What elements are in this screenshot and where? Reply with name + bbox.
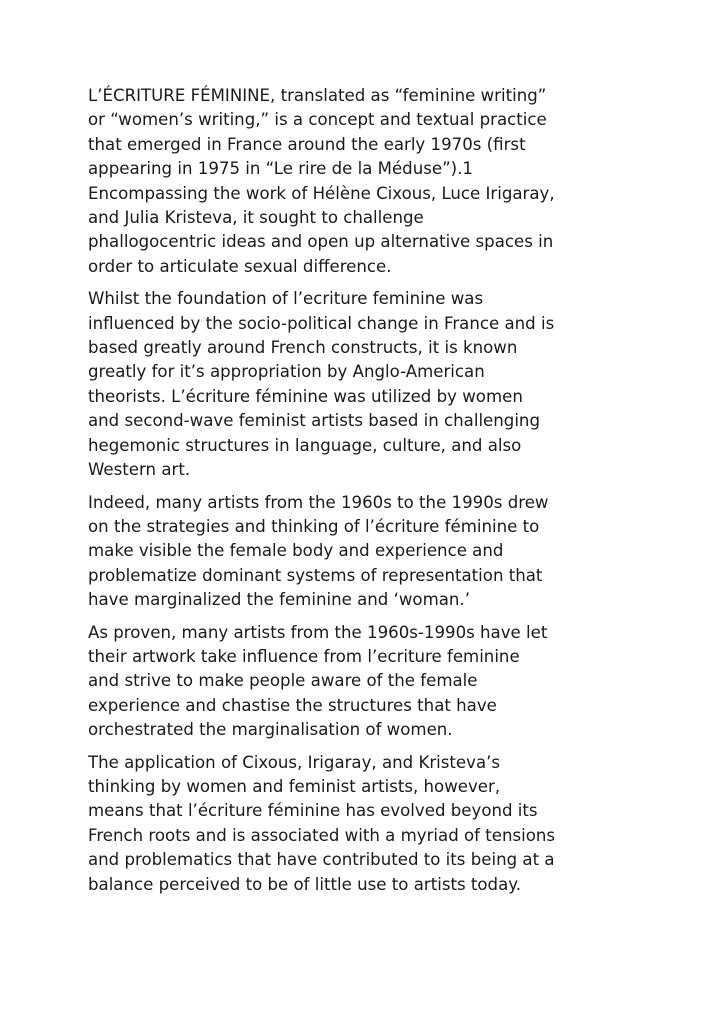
text-line: and second-wave feminist artists based in challenging — [88, 411, 540, 431]
text-line: theorists. L’écriture féminine was utilized by women — [88, 386, 523, 406]
text-line: and Julia Kristeva, it sought to challenge — [88, 208, 424, 228]
text-line: order to articulate sexual difference. — [88, 256, 392, 276]
text-line: based greatly around French constructs, it is known — [88, 338, 518, 358]
text-line: experience and chastise the structures that have — [88, 695, 497, 715]
text-line: make visible the female body and experience and — [88, 541, 504, 561]
text-line: balance perceived to be of little use to artists today. — [88, 874, 521, 894]
text-line: influenced by the socio-political change in France and is — [88, 313, 555, 333]
text-line: have marginalized the feminine and ‘woman.’ — [88, 590, 470, 610]
text-line: L’ÉCRITURE FÉMININE, translated as “feminine writing” — [88, 86, 547, 105]
text-line: appearing in 1975 in “Le rire de la Méduse”).1 — [88, 159, 473, 179]
text-line: their artwork take influence from l’ecriture feminine — [88, 646, 520, 666]
text-line: orchestrated the marginalisation of women. — [88, 720, 453, 740]
text-line: and problematics that have contributed to its being at a — [88, 850, 555, 870]
text-line: The application of Cixous, Irigaray, and Kristeva’s — [88, 752, 501, 772]
paragraph-2 — [88, 287, 648, 482]
text-line: and strive to make people aware of the female — [88, 671, 478, 691]
text-line: means that l’écriture féminine has evolved beyond its — [88, 801, 538, 821]
text-line: that emerged in France around the early 1970s (first — [88, 134, 526, 154]
text-line: Western art. — [88, 460, 191, 480]
text-line: thinking by women and feminist artists, however, — [88, 776, 501, 796]
text-line: or “women’s writing,” is a concept and textual practice — [88, 110, 547, 130]
paragraph-3 — [88, 491, 648, 613]
paragraph-5 — [88, 751, 648, 897]
text-line: Encompassing the work of Hélène Cixous, Luce Irigaray, — [88, 183, 555, 203]
text-line: hegemonic structures in language, culture, and also — [88, 435, 522, 455]
text-line: Indeed, many artists from the 1960s to the 1990s drew — [88, 492, 549, 512]
text-line: greatly for it’s appropriation by Anglo-American — [88, 362, 485, 382]
text-line: on the strategies and thinking of l’écriture féminine to — [88, 516, 540, 536]
paragraph-1 — [88, 84, 648, 279]
text-line: French roots and is associated with a myriad of tensions — [88, 825, 556, 845]
document-page — [88, 84, 648, 905]
text-line: Whilst the foundation of l’ecriture feminine was — [88, 289, 484, 309]
text-line: As proven, many artists from the 1960s-1990s have let — [88, 622, 548, 642]
text-line: problematize dominant systems of representation that — [88, 565, 543, 585]
text-line: phallogocentric ideas and open up alternative spaces in — [88, 232, 554, 252]
paragraph-4 — [88, 621, 648, 743]
